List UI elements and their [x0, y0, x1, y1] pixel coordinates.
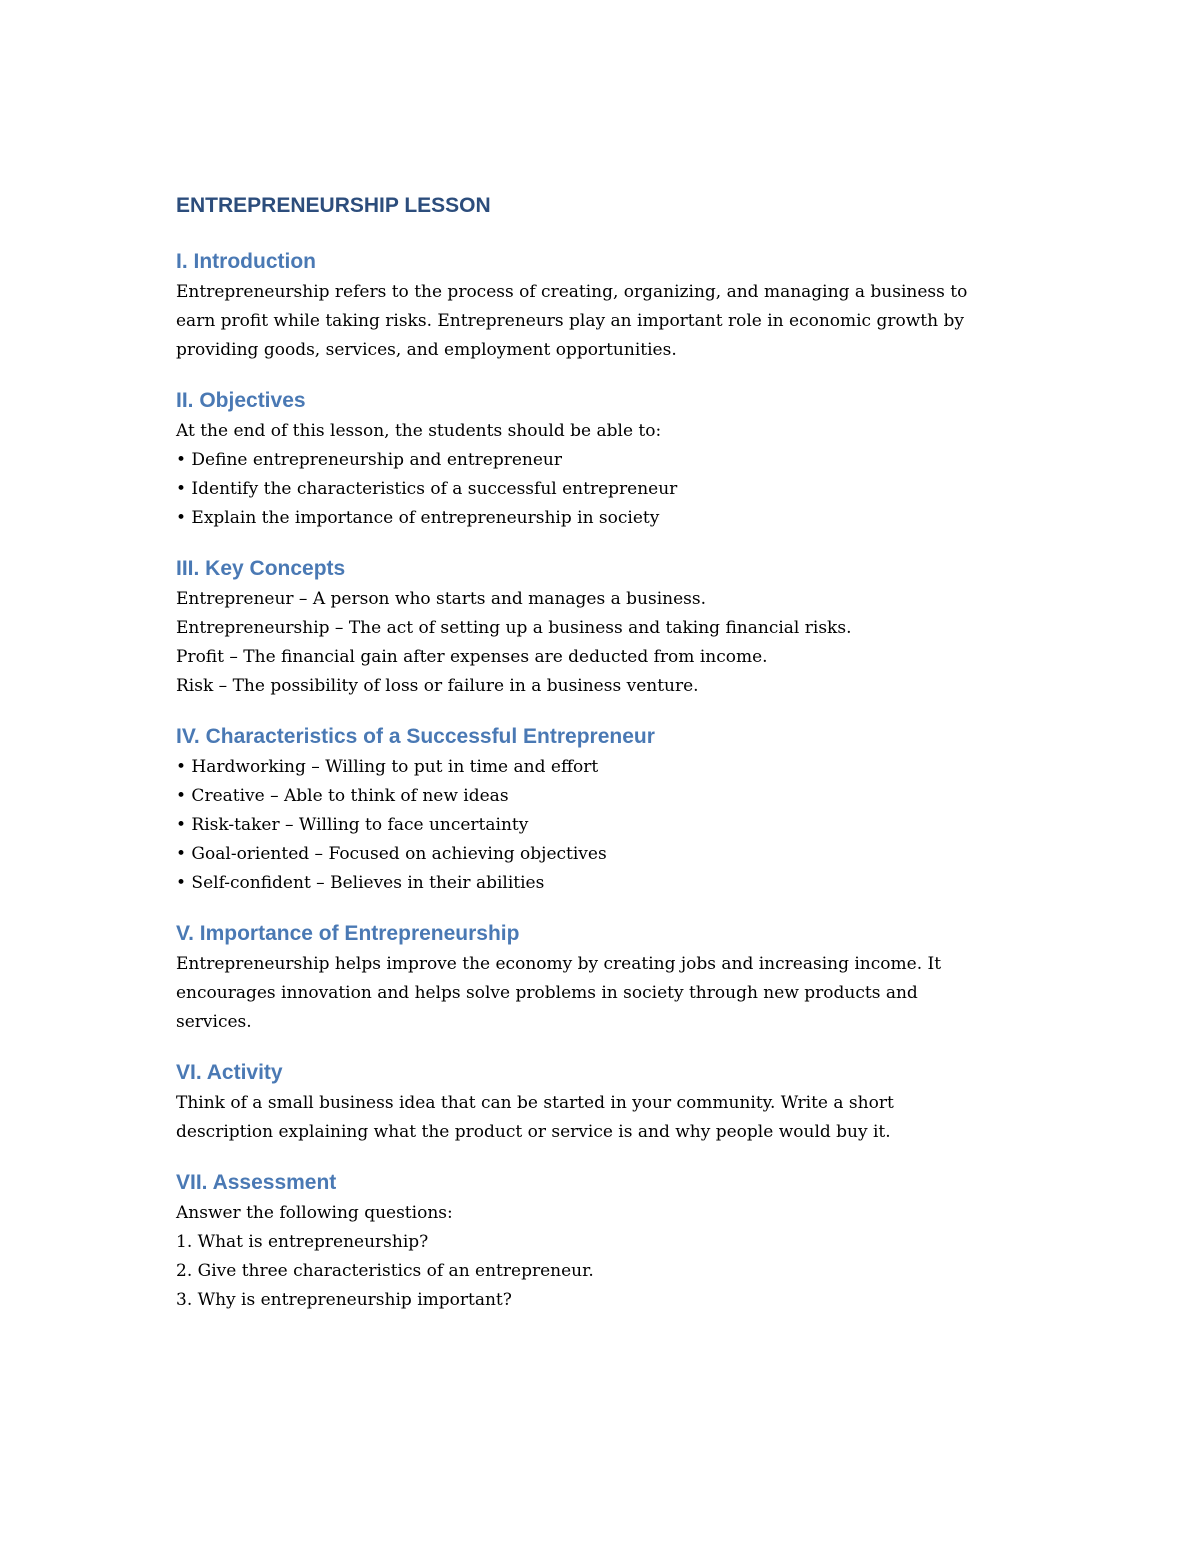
paragraph-line: Answer the following questions: [176, 1203, 453, 1223]
definition-line: Entrepreneur – A person who starts and manages a business. [176, 589, 706, 609]
list-item: • Risk-taker – Willing to face uncertainty [176, 815, 529, 835]
section-heading: II. Objectives [176, 389, 306, 412]
definition-line: Profit – The financial gain after expenses are deducted from income. [176, 647, 768, 667]
section-importance [176, 918, 1056, 1037]
list-item: • Explain the importance of entrepreneurship in society [176, 508, 660, 528]
question-item: 1. What is entrepreneurship? [176, 1232, 429, 1252]
list-item: • Define entrepreneurship and entrepreneur [176, 450, 563, 470]
paragraph-line: earn profit while taking risks. Entrepreneurs play an important role in economic growth by [176, 311, 964, 331]
question-item: 3. Why is entrepreneurship important? [176, 1290, 512, 1310]
paragraph-line: Entrepreneurship refers to the process of creating, organizing, and managing a business to [176, 282, 968, 302]
list-item: • Self-confident – Believes in their abilities [176, 873, 545, 893]
section-heading: I. Introduction [176, 250, 316, 273]
section-objectives [176, 385, 1056, 533]
paragraph-line: At the end of this lesson, the students should be able to: [176, 421, 662, 441]
document-page [176, 190, 1056, 1315]
list-item: • Goal-oriented – Focused on achieving objectives [176, 844, 607, 864]
section-key-concepts [176, 553, 1056, 701]
section-characteristics [176, 721, 1056, 898]
paragraph-line: Entrepreneurship helps improve the economy by creating jobs and increasing income. It [176, 954, 942, 974]
section-introduction [176, 246, 1056, 365]
section-assessment [176, 1167, 1056, 1315]
list-item: • Identify the characteristics of a successful entrepreneur [176, 479, 678, 499]
definition-line: Entrepreneurship – The act of setting up a business and taking financial risks. [176, 618, 852, 638]
definition-line: Risk – The possibility of loss or failure in a business venture. [176, 676, 699, 696]
paragraph-line: providing goods, services, and employment opportunities. [176, 340, 677, 360]
paragraph-line: services. [176, 1012, 252, 1032]
question-item: 2. Give three characteristics of an entrepreneur. [176, 1261, 594, 1281]
section-heading: VII. Assessment [176, 1171, 337, 1194]
paragraph-line: encourages innovation and helps solve problems in society through new products and [176, 983, 918, 1003]
list-item: • Creative – Able to think of new ideas [176, 786, 509, 806]
section-heading: III. Key Concepts [176, 557, 346, 580]
paragraph-line: description explaining what the product or service is and why people would buy it. [176, 1122, 891, 1142]
paragraph-line: Think of a small business idea that can be started in your community. Write a short [176, 1093, 894, 1113]
section-heading: IV. Characteristics of a Successful Entrepreneur [176, 725, 655, 748]
section-activity [176, 1057, 1056, 1147]
list-item: • Hardworking – Willing to put in time and effort [176, 757, 599, 777]
section-heading: VI. Activity [176, 1061, 283, 1084]
section-heading: V. Importance of Entrepreneurship [176, 922, 520, 945]
document-title: ENTREPRENEURSHIP LESSON [176, 194, 491, 217]
